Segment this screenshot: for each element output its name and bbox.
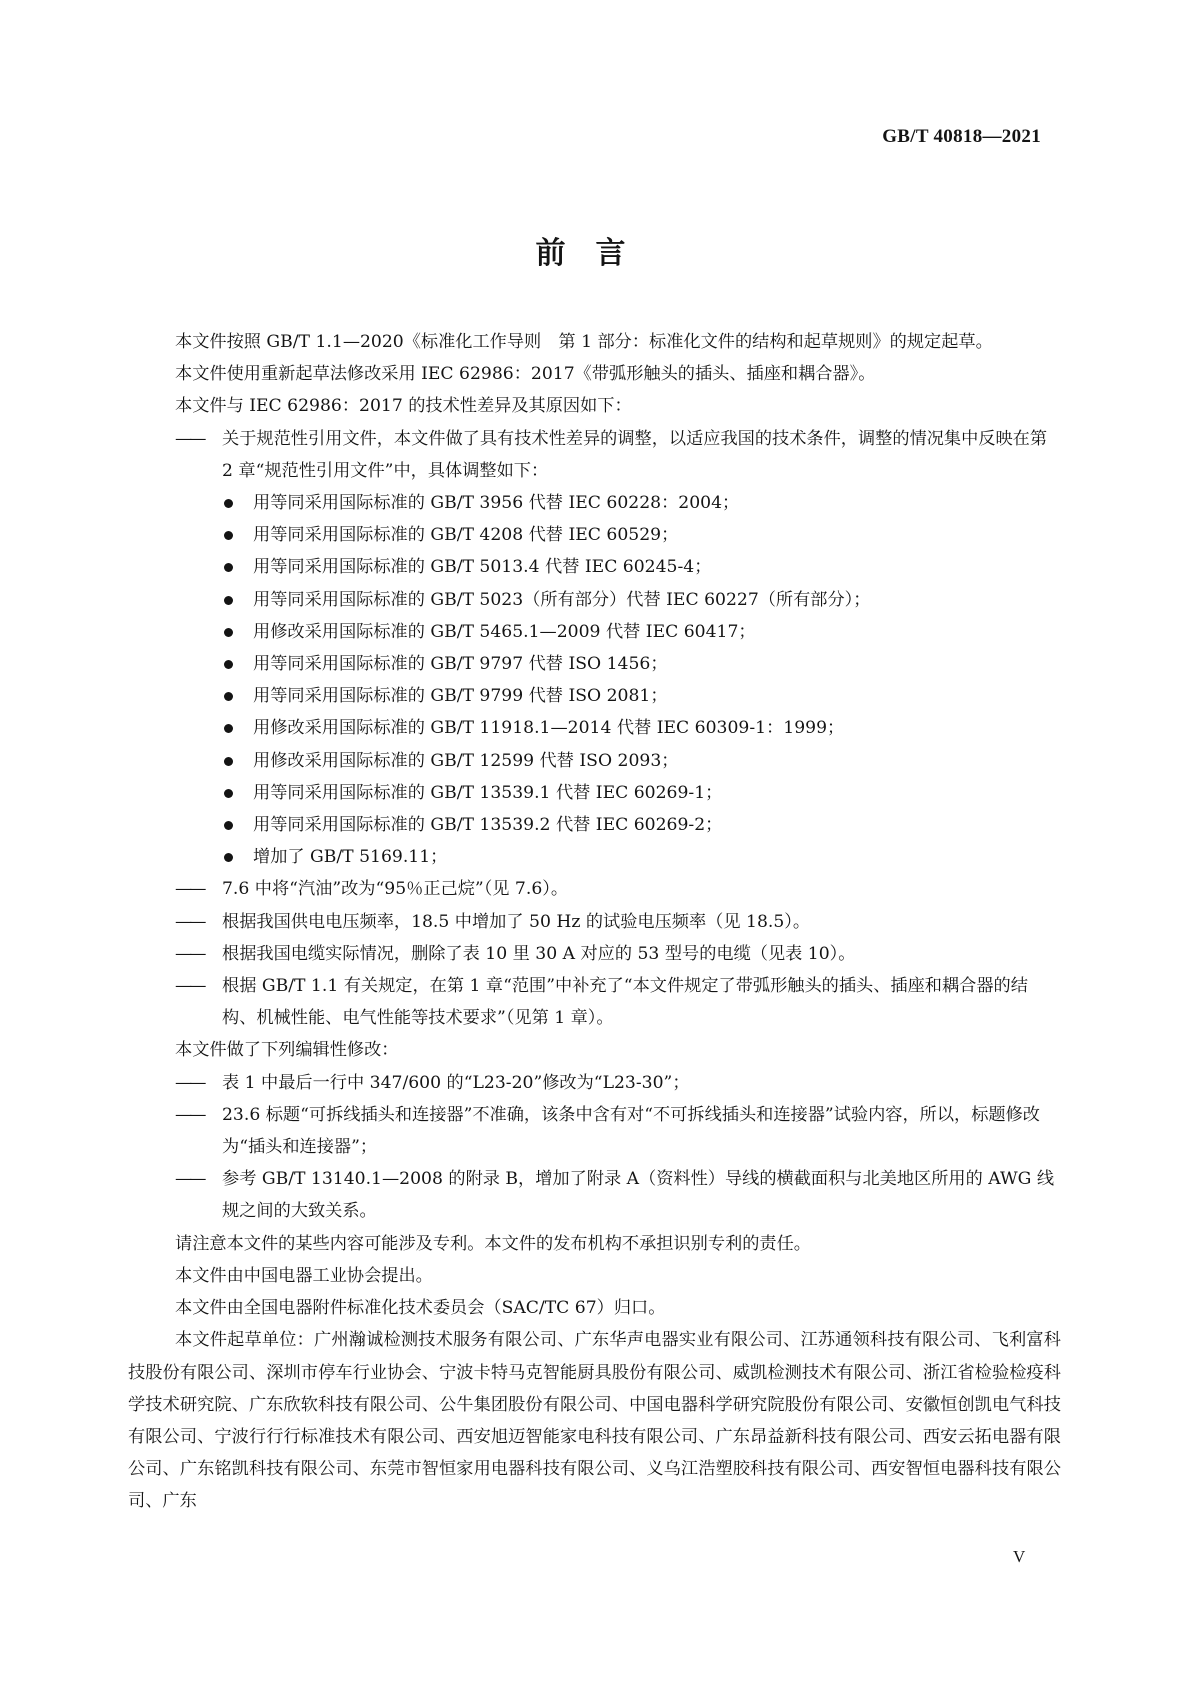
drafting-units-paragraph: 本文件起草单位：广州瀚诚检测技术服务有限公司、广东华声电器实业有限公司、江苏通领科技有限公司、飞利富科技股份有限公司、深圳市停车行业协会、宁波卡特马克智能厨具股份有限公司、威凯检测技术有限公司、浙江省检验检疫科学技术研究院、广东欣软科技有限公司、公牛集团股份有限公司、中国电器科学研究院股份有限公司、安徽恒创凯电气科技有限公司、宁波行行行标准技术有限公司、西安旭迈智能家电科技有限公司、广东昂益新科技有限公司、西安云拓电器有限公司、广东铭凯科技有限公司、东莞市智恒家用电器科技有限公司、义乌江浩塑胶科技有限公司、西安智恒电器科技有限公司、广东 bbox=[128, 1330, 1061, 1512]
bullet-dot-icon bbox=[224, 724, 233, 733]
bullet-text: 用修改采用国际标准的 GB/T 12599 代替 ISO 2093； bbox=[253, 750, 679, 771]
bullet-text: 用等同采用国际标准的 GB/T 3956 代替 IEC 60228：2004； bbox=[253, 493, 740, 514]
paragraph: 本文件按照 GB/T 1.1—2020《标准化工作导则 第 1 部分：标准化文件的结构和起草规则》的规定起草。 bbox=[175, 332, 993, 352]
bullet-item bbox=[128, 712, 1061, 744]
bullet-item bbox=[128, 777, 1061, 809]
bullet-text: 用等同采用国际标准的 GB/T 9797 代替 ISO 1456； bbox=[253, 654, 668, 675]
bullet-item bbox=[128, 584, 1061, 616]
bullet-item bbox=[128, 519, 1061, 551]
bullet-item bbox=[128, 745, 1061, 777]
bullet-dot-icon bbox=[224, 628, 233, 637]
dash-item bbox=[128, 970, 1061, 1034]
bullet-text: 用等同采用国际标准的 GB/T 4208 代替 IEC 60529； bbox=[253, 525, 679, 546]
bullet-item bbox=[128, 648, 1061, 680]
dash-marker: —— bbox=[175, 1104, 204, 1125]
bullet-dot-icon bbox=[224, 853, 233, 862]
paragraph: 本文件由全国电器附件标准化技术委员会（SAC/TC 67）归口。 bbox=[175, 1298, 666, 1319]
paragraph: 本文件使用重新起草法修改采用 IEC 62986：2017《带弧形触头的插头、插座和耦合器》。 bbox=[175, 364, 876, 385]
dash-item-text: 参考 GB/T 13140.1—2008 的附录 B，增加了附录 A（资料性）导线的横截面积与北美地区所用的 AWG 线规之间的大致关系。 bbox=[222, 1169, 1055, 1222]
bullet-item bbox=[128, 616, 1061, 648]
dash-marker: —— bbox=[175, 428, 204, 449]
paragraph: 本文件做了下列编辑性修改： bbox=[175, 1040, 399, 1061]
dash-item-text: 23.6 标题“可拆线插头和连接器”不准确，该条中含有对“不可拆线插头和连接器”试验内容，所以，标题修改为“插头和连接器”； bbox=[222, 1104, 1040, 1158]
bullet-dot-icon bbox=[224, 531, 233, 540]
bullet-text: 用等同采用国际标准的 GB/T 13539.2 代替 IEC 60269-2； bbox=[253, 815, 723, 836]
dash-item bbox=[128, 1163, 1061, 1227]
bullet-text: 用等同采用国际标准的 GB/T 9799 代替 ISO 2081； bbox=[253, 686, 668, 707]
bullet-text: 用等同采用国际标准的 GB/T 5013.4 代替 IEC 60245-4； bbox=[253, 557, 712, 578]
bullet-text: 用等同采用国际标准的 GB/T 13539.1 代替 IEC 60269-1； bbox=[253, 782, 723, 803]
bullet-dot-icon bbox=[224, 789, 233, 798]
dash-marker: —— bbox=[175, 943, 204, 964]
bullet-dot-icon bbox=[224, 563, 233, 572]
bullet-dot-icon bbox=[224, 499, 233, 508]
bullet-dot-icon bbox=[224, 660, 233, 669]
paragraph: 请注意本文件的某些内容可能涉及专利。本文件的发布机构不承担识别专利的责任。 bbox=[175, 1233, 811, 1254]
dash-item-text: 根据我国供电电压频率，18.5 中增加了 50 Hz 的试验电压频率（见 18.5）。 bbox=[222, 911, 811, 932]
dash-marker: —— bbox=[175, 976, 204, 997]
document-body bbox=[128, 326, 1061, 1518]
dash-item-text: 表 1 中最后一行中 347/600 的“L23-20”修改为“L23-30”； bbox=[222, 1072, 690, 1093]
dash-item bbox=[128, 1099, 1061, 1163]
dash-item-text: 根据我国电缆实际情况，删除了表 10 里 30 A 对应的 53 型号的电缆（见表 10）。 bbox=[222, 943, 856, 964]
page-title: 前言 bbox=[535, 236, 656, 271]
bullet-item bbox=[128, 809, 1061, 841]
dash-item-text: 根据 GB/T 1.1 有关规定，在第 1 章“范围”中补充了“本文件规定了带弧形触头的插头、插座和耦合器的结构、机械性能、电气性能等技术要求”（见第 1 章）。 bbox=[222, 976, 1028, 1029]
bullet-dot-icon bbox=[224, 757, 233, 766]
dash-item-text: 7.6 中将“汽油”改为“95％正己烷”（见 7.6）。 bbox=[222, 879, 569, 900]
bullet-text: 用修改采用国际标准的 GB/T 11918.1—2014 代替 IEC 60309-1：1999； bbox=[253, 718, 845, 739]
bullet-text: 增加了 GB/T 5169.11； bbox=[253, 847, 448, 868]
paragraph: 本文件与 IEC 62986：2017 的技术性差异及其原因如下： bbox=[175, 396, 632, 417]
dash-marker: —— bbox=[175, 879, 204, 900]
bullet-text: 用等同采用国际标准的 GB/T 5023（所有部分）代替 IEC 60227（所有部分）； bbox=[253, 589, 871, 610]
bullet-dot-icon bbox=[224, 692, 233, 701]
bullet-item bbox=[128, 487, 1061, 519]
standard-code: GB/T 40818—2021 bbox=[882, 126, 1041, 147]
dash-item bbox=[128, 423, 1061, 487]
bullet-item bbox=[128, 841, 1061, 873]
dash-item bbox=[128, 1067, 1061, 1099]
paragraph: 本文件由中国电器工业协会提出。 bbox=[175, 1265, 433, 1286]
dash-marker: —— bbox=[175, 1072, 204, 1093]
bullet-dot-icon bbox=[224, 821, 233, 830]
bullet-text: 用修改采用国际标准的 GB/T 5465.1—2009 代替 IEC 60417； bbox=[253, 621, 756, 642]
dash-marker: —— bbox=[175, 911, 204, 932]
bullet-item bbox=[128, 551, 1061, 583]
bullet-dot-icon bbox=[224, 596, 233, 605]
dash-item-text: 关于规范性引用文件，本文件做了具有技术性差异的调整，以适应我国的技术条件，调整的情况集中反映在第 2 章“规范性引用文件”中，具体调整如下： bbox=[222, 428, 1048, 481]
dash-item bbox=[128, 873, 1061, 905]
dash-item bbox=[128, 938, 1061, 970]
dash-item bbox=[128, 906, 1061, 938]
bullet-item bbox=[128, 680, 1061, 712]
dash-marker: —— bbox=[175, 1169, 204, 1190]
page-number: V bbox=[1013, 1547, 1026, 1566]
